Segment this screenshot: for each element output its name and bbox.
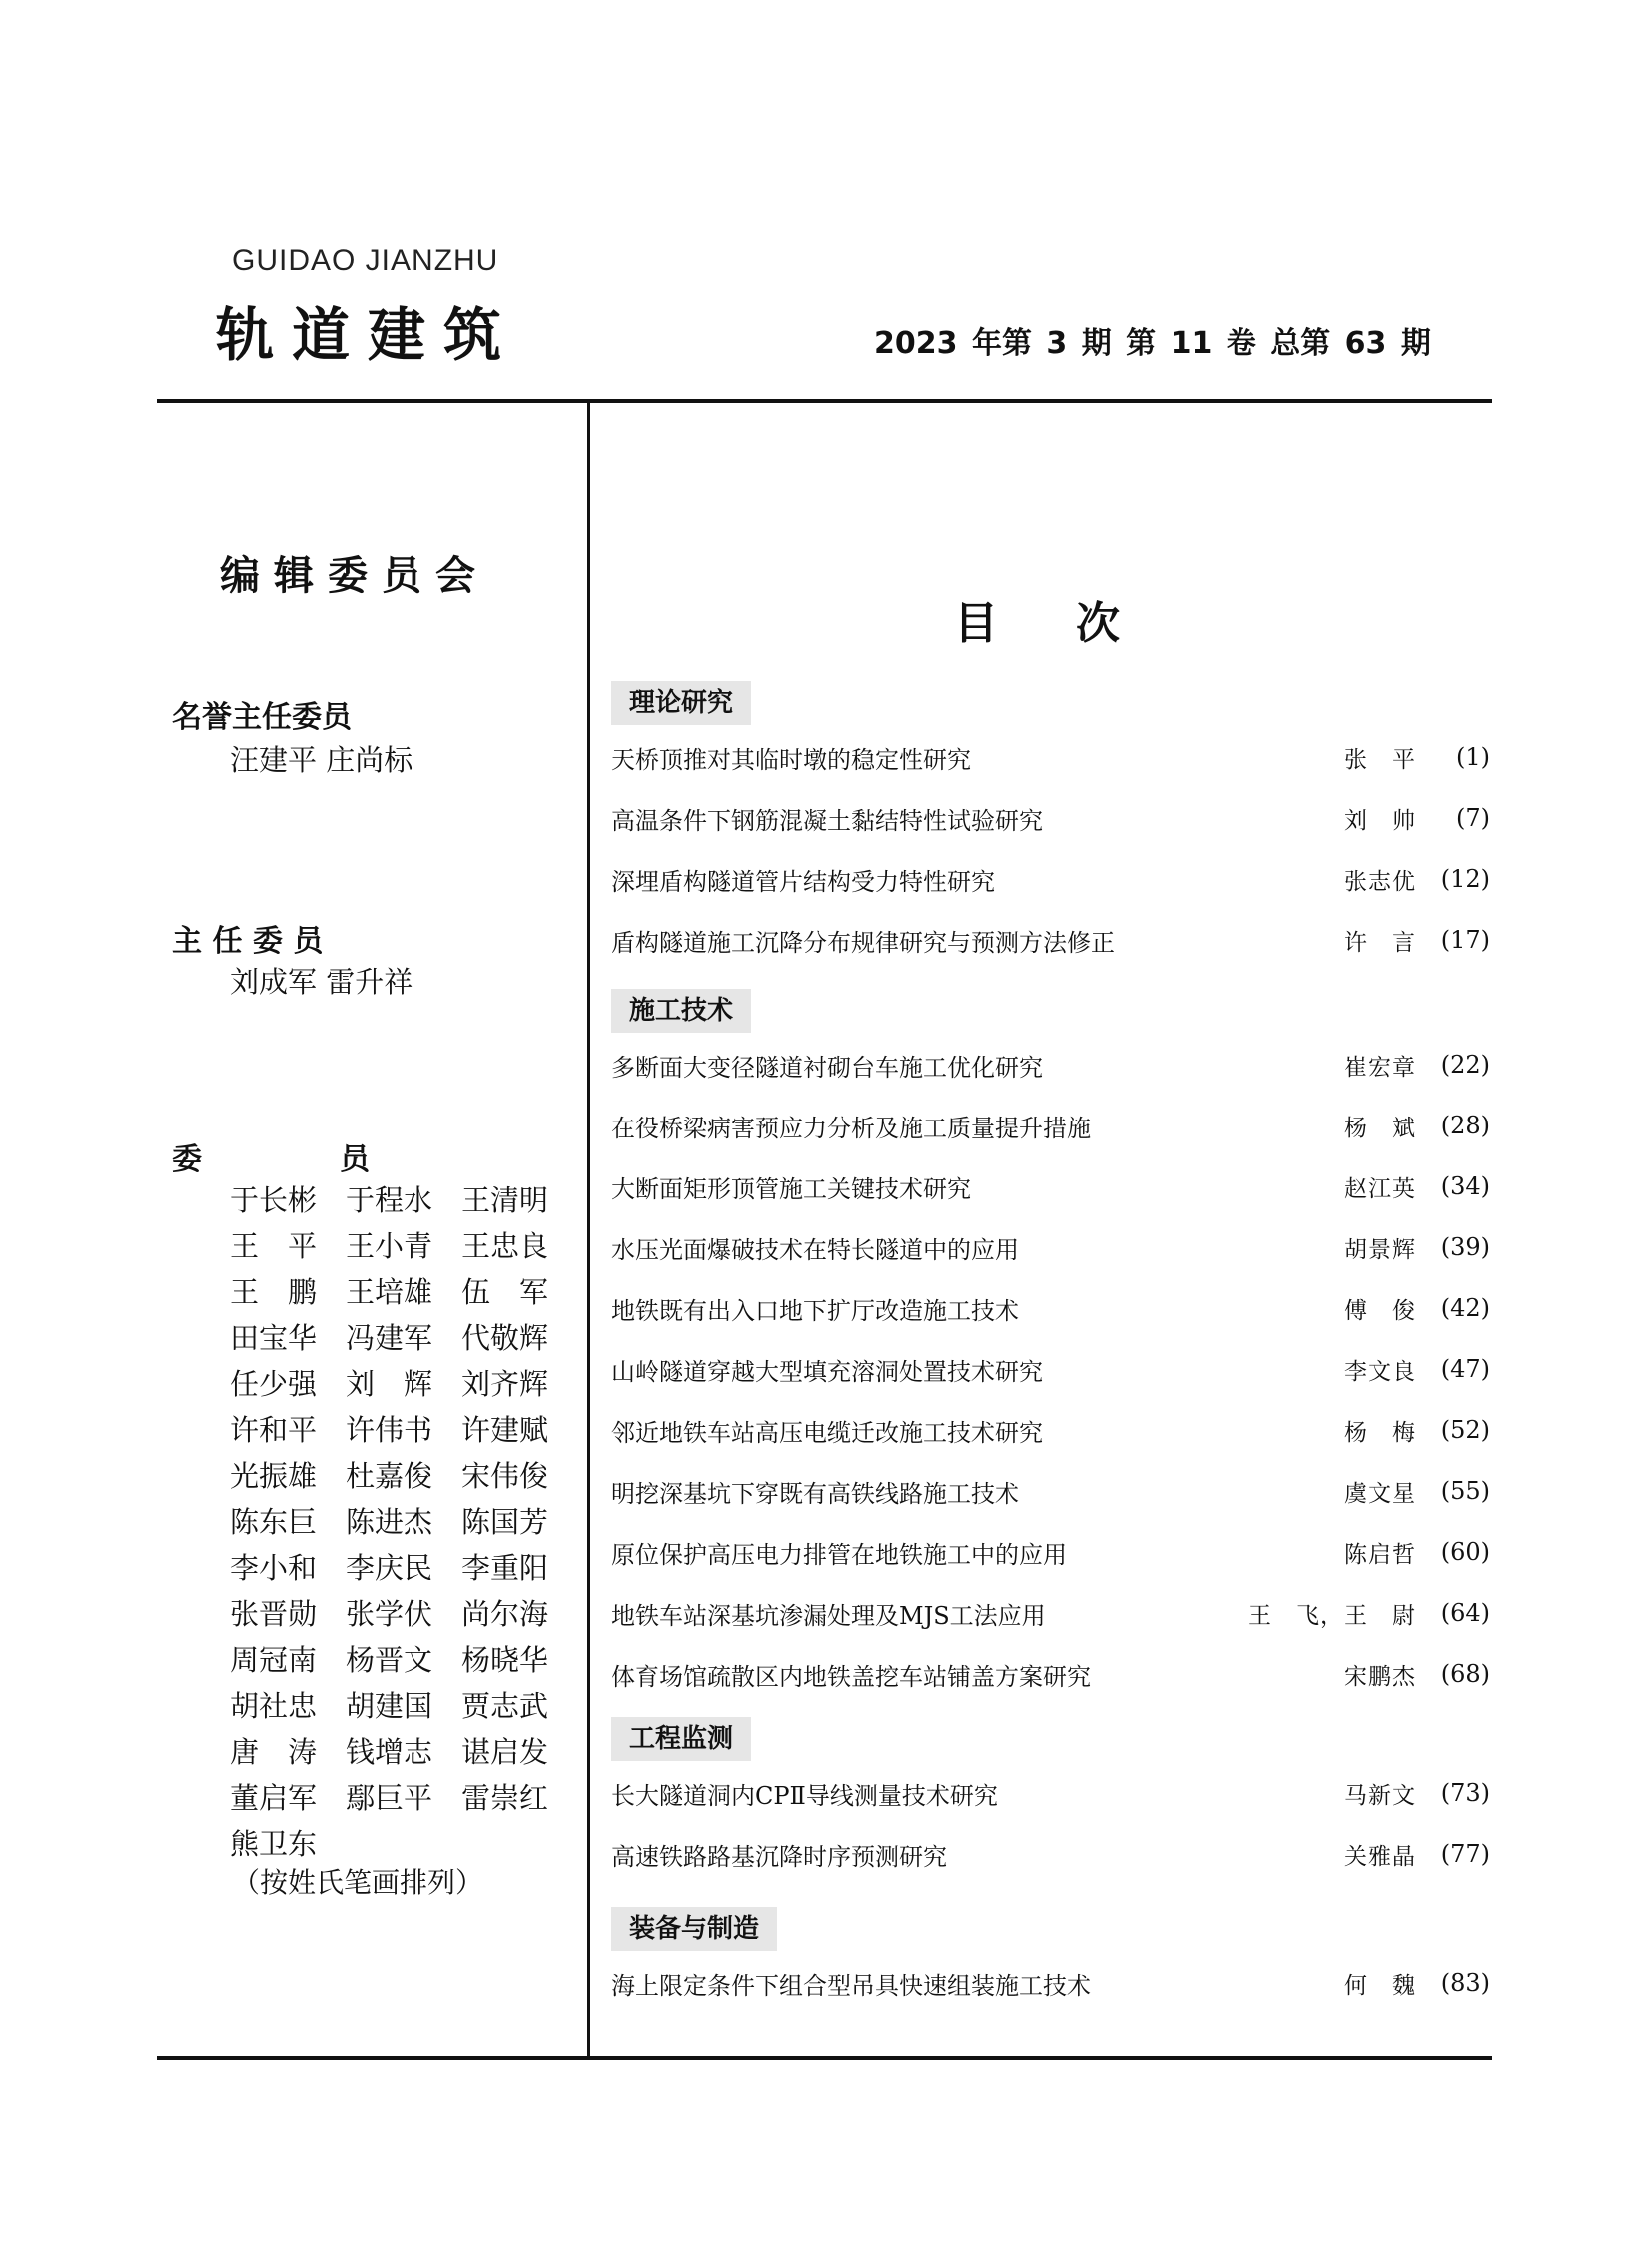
member-name: 许和平: [230, 1412, 318, 1447]
director-names: 刘成军 雷升祥: [230, 965, 413, 999]
entry-author: 虞文星: [1344, 1480, 1416, 1507]
entry-page-number: (17): [1440, 926, 1490, 954]
entry-title: 邻近地铁车站高压电缆迁改施工技术研究: [611, 1418, 1043, 1447]
entry-page-number: (47): [1440, 1355, 1490, 1383]
entry-title: 深埋盾构隧道管片结构受力特性研究: [611, 867, 995, 896]
toc-entry[interactable]: [611, 1773, 1490, 1813]
member-name: 张学伏: [346, 1596, 433, 1631]
editorial-board-title: 编辑委员会: [220, 553, 489, 599]
member-row: [230, 1451, 577, 1497]
entry-page-number: (60): [1440, 1538, 1490, 1566]
member-name: 任少强: [230, 1366, 318, 1401]
member-row: [230, 1313, 577, 1359]
entry-page-number: (34): [1440, 1172, 1490, 1200]
entry-page-number: (64): [1440, 1599, 1490, 1627]
entry-page-number: (77): [1440, 1840, 1490, 1868]
member-name: 钱增志: [346, 1734, 433, 1769]
member-name: 王忠良: [461, 1228, 549, 1263]
entry-author: 刘 帅: [1344, 807, 1416, 834]
member-name: 周冠南: [230, 1642, 318, 1677]
entry-author: 李文良: [1344, 1358, 1416, 1385]
entry-page-number: (73): [1440, 1779, 1490, 1807]
toc-entry[interactable]: [611, 1963, 1490, 2003]
toc-entry[interactable]: [611, 1834, 1490, 1873]
entry-title: 明挖深基坑下穿既有高铁线路施工技术: [611, 1479, 1019, 1508]
entry-page-number: (28): [1440, 1112, 1490, 1139]
member-name: 熊卫东: [230, 1826, 318, 1861]
members-label-first-char: 委: [172, 1142, 202, 1177]
director-label: 主 任 委 员: [172, 924, 324, 959]
entry-author: 何 魏: [1344, 1972, 1416, 1999]
member-name: 陈东巨: [230, 1504, 318, 1539]
entry-author: 陈启哲: [1344, 1541, 1416, 1568]
toc-entry[interactable]: [611, 859, 1490, 899]
entry-title: 在役桥梁病害预应力分析及施工质量提升措施: [611, 1114, 1091, 1142]
member-row: [230, 1405, 577, 1451]
column-divider: [587, 401, 590, 2060]
entry-author: 张志优: [1344, 868, 1416, 895]
member-name: 宋伟俊: [461, 1458, 549, 1493]
section-heading: 施工技术: [611, 989, 751, 1033]
member-name: 于程水: [346, 1182, 433, 1217]
toc-entry[interactable]: [611, 1471, 1490, 1511]
entry-author: 杨 梅: [1344, 1419, 1416, 1446]
member-row: [230, 1589, 577, 1635]
member-row: [230, 1543, 577, 1589]
toc-entry[interactable]: [611, 1045, 1490, 1085]
toc-entry[interactable]: [611, 798, 1490, 838]
member-name: 许建赋: [461, 1412, 549, 1447]
member-name: 陈进杰: [346, 1504, 433, 1539]
member-row: [230, 1819, 577, 1865]
entry-page-number: (55): [1440, 1477, 1490, 1505]
member-name: 董启军: [230, 1780, 318, 1815]
entry-page-number: (68): [1440, 1660, 1490, 1688]
member-name: 冯建军: [346, 1320, 433, 1355]
entry-title: 海上限定条件下组合型吊具快速组装施工技术: [611, 1971, 1091, 2000]
entry-author: 宋鹏杰: [1344, 1663, 1416, 1690]
section-heading: 工程监测: [611, 1717, 751, 1761]
honorary-director-label: 名誉主任委员: [172, 700, 352, 735]
entry-page-number: (22): [1440, 1051, 1490, 1079]
entry-page-number: (12): [1440, 865, 1490, 893]
entry-author: 傅 俊: [1344, 1297, 1416, 1324]
toc-entry[interactable]: [611, 1106, 1490, 1145]
top-rule: [157, 399, 1492, 403]
member-name: 胡建国: [346, 1688, 433, 1723]
member-name: 王清明: [461, 1182, 549, 1217]
member-row: [230, 1497, 577, 1543]
entry-author: 许 言: [1344, 929, 1416, 956]
entry-title: 地铁既有出入口地下扩厅改造施工技术: [611, 1296, 1019, 1325]
issue-info: 2023 年第 3 期 第 11 卷 总第 63 期: [874, 326, 1431, 361]
member-name: 胡社忠: [230, 1688, 318, 1723]
toc-entry[interactable]: [611, 1654, 1490, 1694]
entry-author: 赵江英: [1344, 1175, 1416, 1202]
entry-title: 长大隧道洞内CPⅡ导线测量技术研究: [611, 1781, 998, 1810]
entry-title: 大断面矩形顶管施工关键技术研究: [611, 1174, 971, 1203]
member-row: [230, 1773, 577, 1819]
toc-entry[interactable]: [611, 1349, 1490, 1389]
member-name: 贾志武: [461, 1688, 549, 1723]
toc-entry[interactable]: [611, 1166, 1490, 1206]
member-name: 陈国芳: [461, 1504, 549, 1539]
entry-title: 体育场馆疏散区内地铁盖挖车站铺盖方案研究: [611, 1662, 1091, 1691]
toc-entry[interactable]: [611, 1288, 1490, 1328]
entry-page-number: (1): [1456, 743, 1490, 771]
entry-author: 关雅晶: [1344, 1843, 1416, 1869]
entry-title: 天桥顶推对其临时墩的稳定性研究: [611, 745, 971, 774]
entry-page-number: (52): [1440, 1416, 1490, 1444]
member-name: 刘 辉: [346, 1366, 433, 1401]
members-sort-note: （按姓氏笔画排列）: [232, 1867, 484, 1899]
member-name: 王 平: [230, 1228, 318, 1263]
member-name: 唐 涛: [230, 1734, 318, 1769]
member-name: 李重阳: [461, 1550, 549, 1585]
member-row: [230, 1359, 577, 1405]
entry-title: 原位保护高压电力排管在地铁施工中的应用: [611, 1540, 1067, 1569]
member-name: 代敬辉: [461, 1320, 549, 1355]
entry-page-number: (39): [1440, 1233, 1490, 1261]
entry-author: 马新文: [1344, 1782, 1416, 1809]
entry-title: 山岭隧道穿越大型填充溶洞处置技术研究: [611, 1357, 1043, 1386]
toc-entry[interactable]: [611, 920, 1490, 960]
entry-author: 张 平: [1344, 746, 1416, 773]
toc-entry[interactable]: [611, 1410, 1490, 1450]
member-name: 尚尔海: [461, 1596, 549, 1631]
entry-title: 高速铁路路基沉降时序预测研究: [611, 1842, 947, 1870]
member-name: 于长彬: [230, 1182, 318, 1217]
entry-title: 水压光面爆破技术在特长隧道中的应用: [611, 1235, 1019, 1264]
member-name: 许伟书: [346, 1412, 433, 1447]
entry-title: 盾构隧道施工沉降分布规律研究与预测方法修正: [611, 928, 1115, 957]
entry-author: 王 飞，王 尉: [1248, 1602, 1416, 1629]
member-name: 王 鹏: [230, 1274, 318, 1309]
member-name: 雷崇红: [461, 1780, 549, 1815]
entry-page-number: (7): [1456, 804, 1490, 832]
member-name: 杨晓华: [461, 1642, 549, 1677]
honorary-director-names: 汪建平 庄尚标: [230, 743, 413, 777]
toc-entry[interactable]: [611, 1532, 1490, 1572]
bottom-rule: [157, 2056, 1492, 2060]
member-name: 杨晋文: [346, 1642, 433, 1677]
member-name: 李小和: [230, 1550, 318, 1585]
toc-entry[interactable]: [611, 1227, 1490, 1267]
member-name: 王培雄: [346, 1274, 433, 1309]
entry-author: 胡景辉: [1344, 1236, 1416, 1263]
member-row: [230, 1681, 577, 1727]
toc-entry[interactable]: [611, 737, 1490, 777]
section-heading: 装备与制造: [611, 1907, 777, 1951]
member-row: [230, 1635, 577, 1681]
entry-author: 杨 斌: [1344, 1115, 1416, 1141]
member-name: 刘齐辉: [461, 1366, 549, 1401]
member-row: [230, 1727, 577, 1773]
section-heading: 理论研究: [611, 681, 751, 725]
members-list: [230, 1175, 577, 1865]
members-label-second-char: 员: [340, 1142, 370, 1177]
journal-pinyin-name: GUIDAO JIANZHU: [232, 244, 499, 277]
entry-author: 崔宏章: [1344, 1054, 1416, 1081]
member-name: 光振雄: [230, 1458, 318, 1493]
contents-title: 目次: [954, 598, 1198, 649]
journal-title: 轨道建筑: [216, 301, 520, 369]
member-row: [230, 1267, 577, 1313]
member-name: 王小青: [346, 1228, 433, 1263]
member-row: [230, 1175, 577, 1221]
entry-title: 多断面大变径隧道衬砌台车施工优化研究: [611, 1053, 1043, 1082]
member-name: 谌启发: [461, 1734, 549, 1769]
entry-title: 高温条件下钢筋混凝土黏结特性试验研究: [611, 806, 1043, 835]
member-name: 田宝华: [230, 1320, 318, 1355]
member-name: 鄢巨平: [346, 1780, 433, 1815]
member-name: 张晋勋: [230, 1596, 318, 1631]
entry-title: 地铁车站深基坑渗漏处理及MJS工法应用: [611, 1601, 1046, 1630]
member-row: [230, 1221, 577, 1267]
entry-page-number: (83): [1440, 1969, 1490, 1997]
toc-entry[interactable]: [611, 1593, 1490, 1633]
member-name: 伍 军: [461, 1274, 549, 1309]
member-name: 李庆民: [346, 1550, 433, 1585]
member-name: 杜嘉俊: [346, 1458, 433, 1493]
entry-page-number: (42): [1440, 1294, 1490, 1322]
